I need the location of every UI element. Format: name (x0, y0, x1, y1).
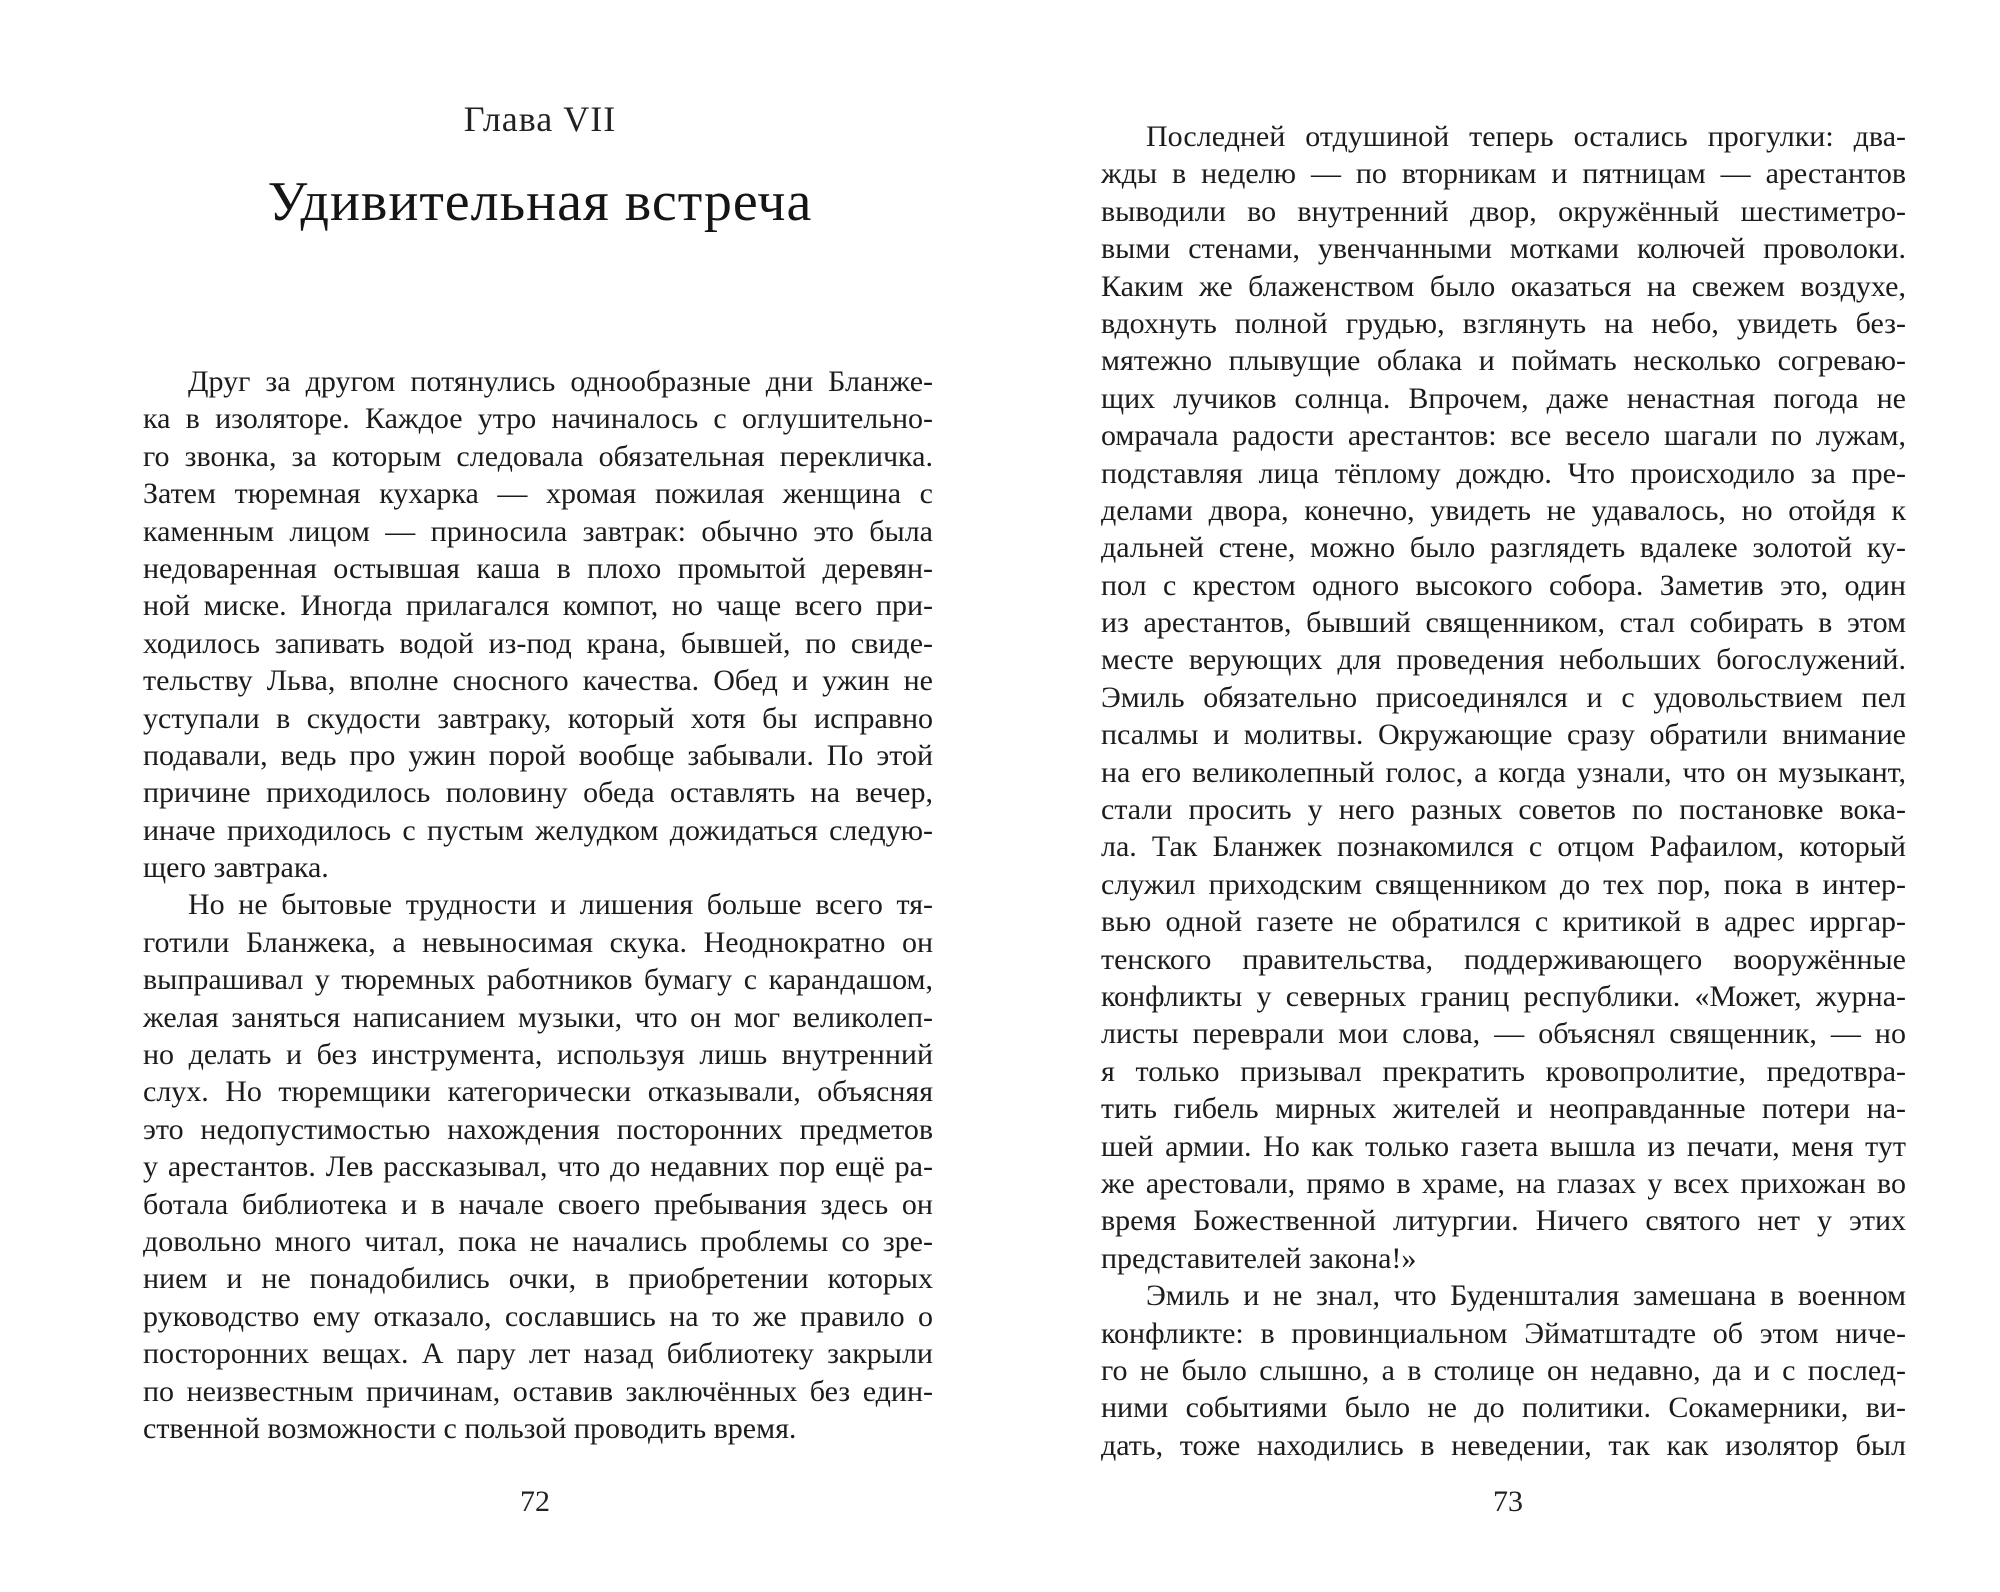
text-line: выми стенами, увенчанными мотками колючей проволоки. (1101, 232, 1906, 266)
text-line: Эмиль обязательно присоединялся и с удовольствием пел (1101, 680, 1906, 714)
text-line: омрачала радости арестантов: все весело шагали по лужам, (1101, 419, 1906, 453)
page-number: 72 (520, 1485, 550, 1518)
right-page (1000, 0, 2000, 1592)
text-line: причине приходилось половину обеда оставлять на вечер, (143, 776, 933, 810)
text-line: шей армии. Но как только газета вышла из печати, меня тут (1101, 1129, 1906, 1163)
text-line: тенского правительства, поддерживающего вооружённые (1101, 942, 1906, 976)
text-line: посторонних вещах. А пару лет назад библиотеку закрыли (143, 1337, 933, 1371)
text-line: конфликты у северных границ республики. «Может, журна- (1101, 979, 1906, 1013)
text-line: ственной возможности с пользой проводить время. (143, 1411, 797, 1445)
chapter-number: Глава VII (463, 99, 617, 139)
text-line: готили Бланжека, а невыносимая скука. Неоднократно он (143, 925, 933, 959)
text-line: по неизвестным причинам, оставив заключённых без един- (143, 1374, 933, 1408)
right-page-text (1101, 118, 1906, 1464)
text-line: Друг за другом потянулись однообразные дни Бланже- (188, 365, 933, 398)
text-line: время Божественной литургии. Ничего святого нет у этих (1101, 1204, 1906, 1238)
text-line: на его великолепный голос, а когда узнали, что он музыкант, (1101, 755, 1906, 789)
text-line: вдохнуть полной грудью, взглянуть на небо, увидеть без- (1101, 306, 1906, 340)
text-line: довольно много читал, пока не начались проблемы со зре- (143, 1224, 933, 1258)
text-line: руководство ему отказало, сославшись на то же правило о (143, 1299, 933, 1333)
text-line: ной миске. Иногда прилагался компот, но чаще всего при- (143, 589, 933, 623)
text-line: Последней отдушиной теперь остались прогулки: два- (1146, 120, 1906, 153)
text-line: же арестовали, прямо в храме, на глазах у всех прихожан во (1101, 1166, 1906, 1200)
text-line: Эмиль и не знал, что Буденшталия замешана в военном (1146, 1279, 1906, 1313)
text-line: тить гибель мирных жителей и неоправданные потери на- (1101, 1092, 1906, 1126)
chapter-title: Удивительная встреча (267, 171, 813, 233)
text-line: щих лучиков солнца. Впрочем, даже ненастная погода не (1101, 381, 1906, 415)
text-line: представителей закона!» (1101, 1241, 1417, 1275)
text-line: служил приходским священником до тех пор, пока в интер- (1101, 867, 1906, 901)
text-line: дальней стене, можно было разглядеть вдалеке золотой ку- (1101, 531, 1906, 565)
text-line: у арестантов. Лев рассказывал, что до недавних пор ещё ра- (143, 1150, 933, 1184)
text-line: Но не бытовые трудности и лишения больше всего тя- (188, 888, 933, 922)
text-line: делами двора, конечно, увидеть не удавалось, но отойдя к (1101, 493, 1906, 527)
text-line: ними событиями было не до политики. Сокамерники, ви- (1101, 1391, 1906, 1425)
left-page-text (143, 363, 933, 1447)
text-line: ботала библиотека и в начале своего пребывания здесь он (143, 1187, 933, 1221)
text-line: желая заняться написанием музыки, что он мог великолеп- (143, 1000, 933, 1034)
text-line: Каким же блаженством было оказаться на свежем воздухе, (1101, 269, 1906, 303)
text-line: го не было слышно, а в столице он недавно, да и с послед- (1101, 1353, 1906, 1387)
text-line: подавали, ведь про ужин порой вообще забывали. По этой (143, 738, 933, 772)
text-line: подставляя лица тёплому дождю. Что происходило за пре- (1101, 456, 1906, 490)
text-line: псалмы и молитвы. Окружающие сразу обратили внимание (1101, 718, 1906, 752)
text-line: вью одной газете не обратился с критикой в адрес ирргар- (1101, 905, 1906, 939)
text-line: каменным лицом — приносила завтрак: обычно это была (143, 514, 933, 548)
text-line: листы переврали мои слова, — объяснял священник, — но (1101, 1017, 1906, 1051)
text-line: это недопустимостью нахождения посторонних предметов (143, 1112, 933, 1146)
text-line: но делать и без инструмента, используя лишь внутренний (143, 1038, 933, 1072)
text-line: ла. Так Бланжек познакомился с отцом Рафаилом, который (1101, 830, 1906, 864)
text-line: слух. Но тюремщики категорически отказывали, объясняя (143, 1075, 933, 1109)
text-line: иначе приходилось с пустым желудком дожидаться следую- (143, 813, 933, 847)
text-line: дать, тоже находились в неведении, так как изолятор был (1101, 1428, 1906, 1462)
text-line: выпрашивал у тюремных работников бумагу с карандашом, (143, 963, 933, 997)
text-line: стали просить у него разных советов по постановке вока- (1101, 793, 1906, 827)
text-line: пол с крестом одного высокого собора. Заметив это, один (1101, 568, 1906, 602)
text-line: Затем тюремная кухарка — хромая пожилая женщина с (143, 477, 933, 511)
text-line: месте верующих для проведения небольших богослужений. (1101, 643, 1906, 677)
text-line: тельству Льва, вполне сносного качества. Обед и ужин не (143, 664, 933, 698)
text-line: уступали в скудости завтраку, который хотя бы исправно (143, 701, 933, 735)
text-line: го звонка, за которым следовала обязательная перекличка. (143, 439, 933, 473)
page-number: 73 (1493, 1485, 1523, 1518)
text-line: нием и не понадобились очки, в приобретении которых (143, 1262, 933, 1296)
text-line: выводили во внутренний двор, окружённый шестиметро- (1101, 194, 1906, 228)
text-line: недоваренная остывшая каша в плохо промытой деревян- (143, 551, 933, 585)
text-line: я только призывал прекратить кровопролитие, предотвра- (1101, 1054, 1906, 1088)
text-line: конфликте: в провинциальном Эйматштадте об этом ниче- (1101, 1316, 1906, 1350)
text-line: мятежно плывущие облака и поймать несколько согреваю- (1101, 344, 1906, 378)
text-line: из арестантов, бывший священником, стал собирать в этом (1101, 606, 1906, 640)
text-line: ходилось запивать водой из-под крана, бывшей, по свиде- (143, 626, 933, 660)
text-line: жды в неделю — по вторникам и пятницам — арестантов (1101, 157, 1906, 191)
text-line: ка в изоляторе. Каждое утро начиналось с оглушительно- (143, 402, 933, 436)
text-line: щего завтрака. (143, 851, 329, 885)
